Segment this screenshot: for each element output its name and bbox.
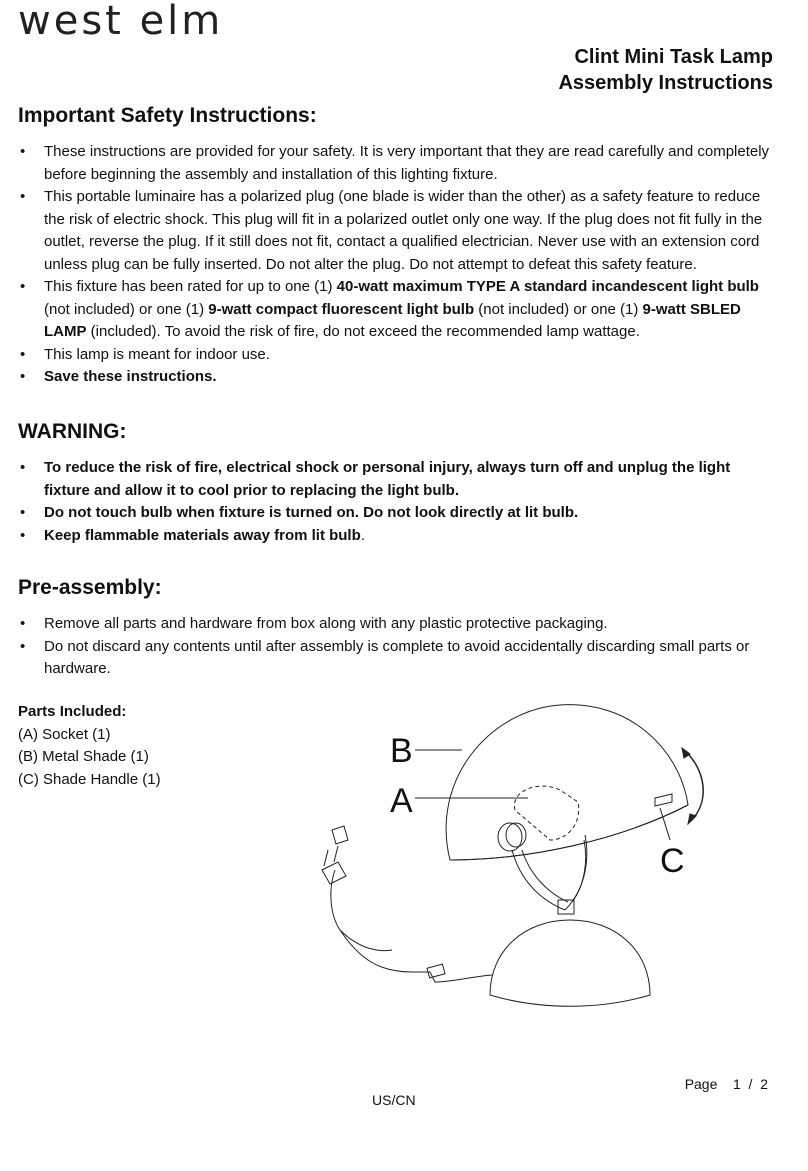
plug-cap: [332, 826, 348, 844]
document-header: [558, 44, 773, 96]
yoke-arm: [522, 850, 568, 902]
brand-logo: west elm: [18, 0, 224, 44]
preassembly-section: [18, 576, 773, 681]
leader-line-c: [660, 808, 670, 840]
label-c: C: [660, 842, 685, 880]
part-item: (A) Socket (1): [18, 725, 111, 743]
parts-heading: Parts Included:: [18, 703, 127, 720]
plug-prong: [334, 846, 338, 862]
part-item: (B) Metal Shade (1): [18, 748, 149, 765]
arrow-head-icon: [682, 748, 690, 758]
region-code: US/CN: [372, 1092, 416, 1108]
list-item: • Do not discard any contents until after assembly is complete to avoid accidentally discarding small parts or hardware.: [20, 637, 750, 677]
list-item: • To reduce the risk of fire, electrical shock or personal injury, always turn off and unplug the light fixture and allow it to cool prior to replacing the light bulb.: [20, 459, 731, 499]
parts-section: [18, 701, 161, 791]
list-item: • This portable luminaire has a polarized plug (one blade is wider than the other) as a safety feature to reduce the risk of electric shock. This plug will fit in a polarized outlet only one way. If the plug does not fit fully in the outlet, reverse the plug. If it still does not fit, contact a qualified electrician. Never use with an extension cord unless plug can be fully inserted. Do not alter the plug. Do not attempt to defeat this safety feature.: [20, 188, 763, 273]
list-item: • Keep flammable materials away from lit bulb.: [20, 526, 365, 544]
preassembly-heading: Pre-assembly:: [18, 576, 162, 599]
safety-section: [18, 104, 773, 389]
cord-switch: [427, 964, 445, 978]
preassembly-list: [18, 613, 773, 681]
safety-heading: Important Safety Instructions:: [18, 104, 317, 127]
list-item: • This lamp is meant for indoor use.: [20, 345, 270, 363]
socket: [514, 786, 578, 840]
rotate-arrow-icon: [686, 752, 703, 820]
part-item: (C) Shade Handle (1): [18, 770, 161, 788]
switch-knob-face: [506, 823, 526, 847]
lamp-base: [490, 920, 650, 1006]
warning-list: [18, 457, 773, 547]
list-item: • Save these instructions.: [20, 368, 217, 385]
safety-list: [18, 141, 773, 389]
metal-shade: [446, 705, 688, 860]
list-item: • These instructions are provided for your safety. It is very important that they are read carefully and completely before beginning the assembly and installation of this lighting fixture.: [20, 143, 770, 183]
warning-section: [18, 420, 773, 547]
yoke-arm: [565, 835, 587, 910]
label-b: B: [390, 732, 413, 770]
plug-prong: [324, 850, 328, 866]
warning-heading: WARNING:: [18, 420, 127, 443]
document-title: Assembly Instructions: [558, 72, 773, 94]
product-name: Clint Mini Task Lamp: [574, 46, 773, 68]
page-number: Page 1 / 2: [684, 1076, 768, 1092]
list-item: • Remove all parts and hardware from box along with any plastic protective packaging.: [20, 615, 608, 632]
label-a: A: [390, 782, 413, 820]
arrow-head-icon: [688, 814, 696, 824]
yoke-arm: [572, 840, 586, 902]
power-cord: [331, 870, 492, 982]
shade-handle: [655, 794, 672, 806]
list-item: • This fixture has been rated for up to one (1) 40-watt maximum TYPE A standard incandescent light bulb (not included) or one (1) 9-watt compact fluorescent light bulb (not included) or one (1) 9-watt SBLED LAMP (included). To avoid the risk of fire, do not exceed the recommended lamp wattage.: [20, 278, 759, 340]
list-item: • Do not touch bulb when fixture is turned on. Do not look directly at lit bulb.: [20, 504, 579, 521]
